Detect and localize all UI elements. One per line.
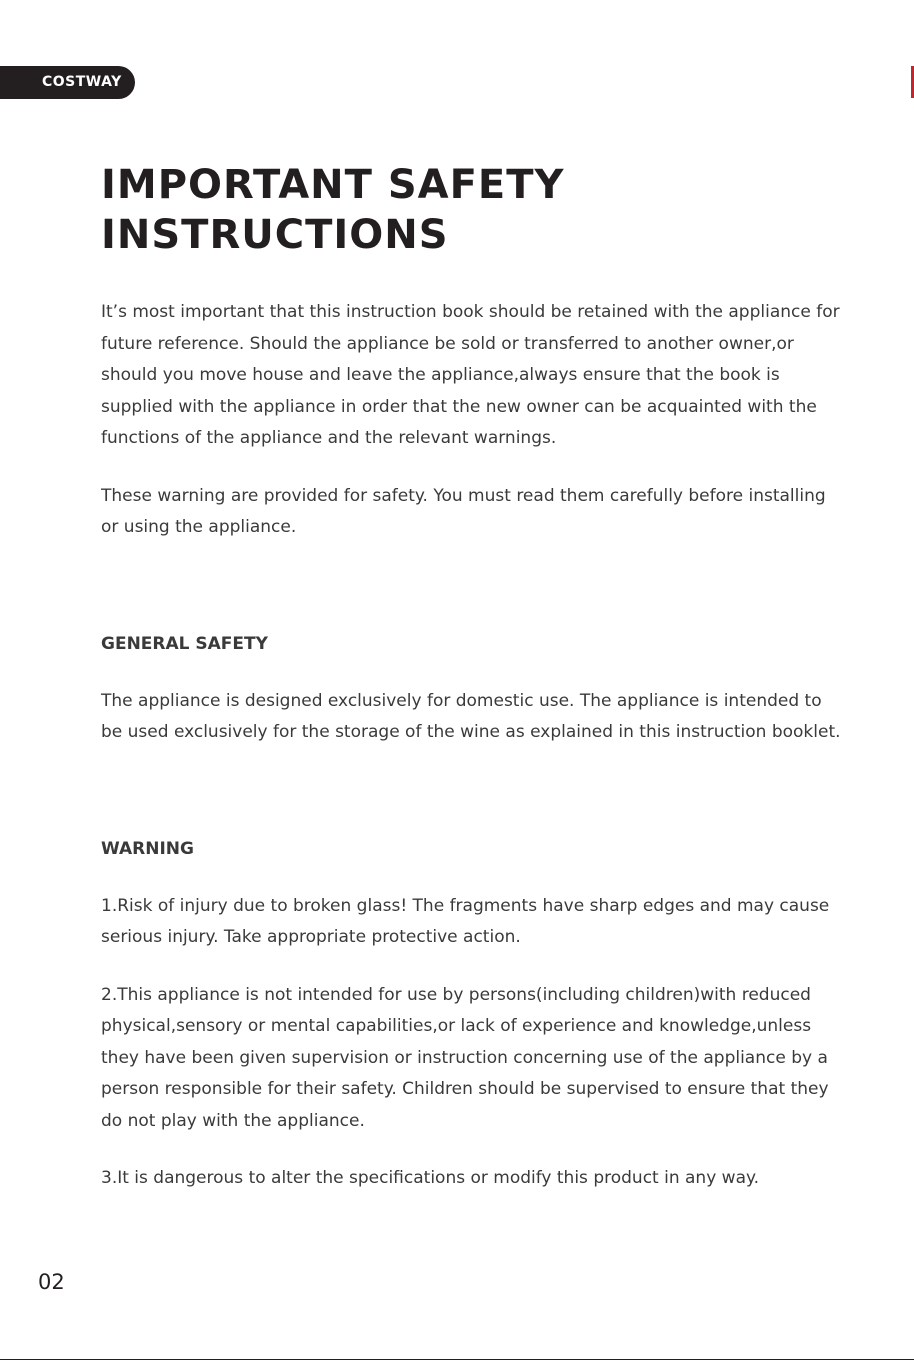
warning-item-2: 2.This appliance is not intended for use by persons(including children)with reduced physical,sensory or mental capabilities,or lack of experience and knowledge,unless they have been given supervision or instruction concerning use of the appliance by a person responsible for their safety. Children should be supervised to ensure that they do not play with the appliance. [101,984,829,1131]
warning-heading: WARNING [101,838,194,859]
warning-item-1: 1.Risk of injury due to broken glass! The fragments have sharp edges and may cause serious injury. Take appropriate protective action. [101,895,830,947]
brand-logo-tab: COSTWAY [0,66,135,99]
warning-item-3: 3.It is dangerous to alter the specifications or modify this product in any way. [101,1168,760,1188]
intro-paragraph-2: These warning are provided for safety. You must read them carefully before installing or using the appliance. [101,485,826,537]
page-content [101,160,841,1195]
intro-paragraph-1: It’s most important that this instruction book should be retained with the appliance for future reference. Should the appliance be sold or transferred to another owner,or should you move house and leave the appliance,always ensure that the book is supplied with the appliance in order that the new owner can be acquainted with the functions of the appliance and the relevant warnings. [101,302,840,448]
general-safety-text: The appliance is designed exclusively for domestic use. The appliance is intended to be used exclusively for the storage of the wine as explained in this instruction booklet. [101,690,841,742]
page-number: 02 [38,1270,65,1294]
page-title [101,160,841,260]
page-title-line-2: INSTRUCTIONS [101,212,449,258]
bottom-rule [0,1359,914,1360]
general-safety-heading: GENERAL SAFETY [101,633,268,654]
page-title-line-1: IMPORTANT SAFETY [101,162,565,208]
